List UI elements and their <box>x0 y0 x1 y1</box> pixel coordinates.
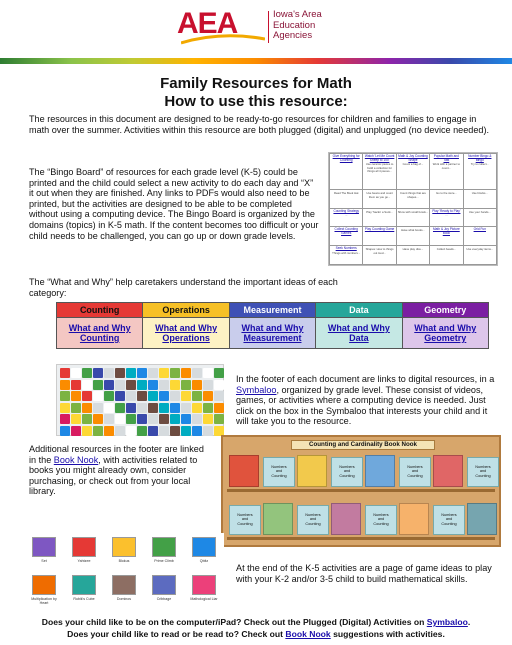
symbaloo-tile <box>159 368 169 378</box>
bingo-row <box>330 246 497 265</box>
book-nook-tile-label: and <box>377 517 385 522</box>
symbaloo-tile <box>170 403 180 413</box>
book-cover[interactable] <box>399 503 429 535</box>
bingo-cell <box>363 208 396 227</box>
what-why-link-measurement[interactable]: What and Why Measurement <box>241 323 304 343</box>
bingo-cell-text: Show with small bowls... <box>397 209 429 214</box>
symbaloo-tile <box>181 391 191 401</box>
bingo-cell-text: Things with numbers... <box>332 250 361 255</box>
book-cover[interactable] <box>229 455 259 487</box>
symbaloo-tile <box>192 403 202 413</box>
bingo-cell-link[interactable]: Counting Strategy <box>333 208 359 213</box>
bingo-cell <box>430 227 463 246</box>
bingo-cell-link[interactable]: Grid Fun <box>473 227 486 232</box>
bingo-grid <box>329 153 497 265</box>
game-label: Rubik's Cube <box>73 597 95 601</box>
logo-line2: Education <box>273 19 316 31</box>
book-nook-tile-label: Numbers <box>237 513 253 517</box>
symbaloo-tile <box>214 380 224 390</box>
symbaloo-tile <box>60 414 70 424</box>
symbaloo-tile <box>126 380 136 390</box>
symbaloo-tile <box>181 368 191 378</box>
symbaloo-tile <box>170 426 180 436</box>
bingo-cell-link[interactable]: Collect Counting Games <box>334 227 358 235</box>
symbaloo-tile <box>115 403 125 413</box>
symbaloo-tile <box>192 380 202 390</box>
game-image <box>112 575 136 595</box>
bingo-row <box>330 190 497 208</box>
bingo-cell-text: Use everyday items... <box>466 247 494 252</box>
aea-logo <box>177 9 337 43</box>
symbaloo-tile <box>137 414 147 424</box>
bingo-cell <box>463 208 496 227</box>
symbaloo-tile <box>192 391 202 401</box>
symbaloo-tile <box>192 368 202 378</box>
game-label: Set <box>41 559 47 563</box>
symbaloo-tile <box>93 368 103 378</box>
book-nook-tile-label: Numbers <box>271 465 287 469</box>
bingo-cell-link[interactable]: Math & Joy Counting Shape <box>398 154 428 162</box>
symbaloo-tile <box>214 403 224 413</box>
game-image <box>112 537 136 557</box>
bingo-cell <box>396 190 429 208</box>
book-nook-tile-label: and <box>411 469 419 474</box>
symbaloo-tile <box>159 414 169 424</box>
bingo-cell <box>330 154 363 190</box>
symbaloo-tile <box>71 368 81 378</box>
bingo-cell <box>363 246 396 265</box>
bingo-cell-link[interactable]: Play 'Ready to Play' <box>432 208 461 213</box>
bingo-cell <box>396 246 429 265</box>
logo-line3: Agencies <box>273 30 313 41</box>
symbaloo-tile <box>60 403 70 413</box>
symbaloo-tile <box>82 368 92 378</box>
book-cover[interactable] <box>331 503 361 535</box>
symbaloo-tile <box>115 368 125 378</box>
bingo-cell-link[interactable]: Seek Numbers <box>335 246 357 251</box>
symbaloo-tile <box>170 391 180 401</box>
symbaloo-tile <box>104 403 114 413</box>
footer-line-2: Does your child like to read or be read to? Check out Book Nook suggestions with activities. <box>67 629 445 639</box>
book-nook-tile-label: and <box>309 517 317 522</box>
symbaloo-tile <box>214 414 224 424</box>
symbaloo-tile <box>126 391 136 401</box>
bingo-cell <box>363 190 396 208</box>
footer-book-nook-link[interactable]: Book Nook <box>285 629 331 639</box>
games-collage-image <box>24 533 224 611</box>
bingo-cell-text: Use your hands... <box>468 209 491 214</box>
symbaloo-tile <box>203 380 213 390</box>
symbaloo-tile <box>93 380 103 390</box>
game-label: Blokus <box>118 559 130 563</box>
book-nook-tile[interactable] <box>365 505 397 535</box>
book-nook-tile[interactable] <box>297 505 329 535</box>
bingo-cell <box>463 154 496 190</box>
book-nook-tile-label: Numbers <box>441 513 457 517</box>
bingo-cell <box>363 227 396 246</box>
book-cover[interactable] <box>467 503 497 535</box>
book-shelf <box>227 489 495 492</box>
logo-divider <box>268 11 269 43</box>
bingo-cell-text: Read The Book Hat <box>333 191 359 196</box>
book-shelf <box>227 537 495 540</box>
category-header: Operations <box>143 303 229 318</box>
book-nook-tile-label: and <box>343 469 351 474</box>
bingo-cell-text: Have play dice... <box>402 247 424 252</box>
book-nook-tile-label: Counting <box>305 521 321 526</box>
symbaloo-tile <box>115 380 125 390</box>
symbaloo-tile <box>203 426 213 436</box>
book-nook-tile[interactable] <box>399 457 431 487</box>
book-cover[interactable] <box>263 503 293 535</box>
symbaloo-tile <box>170 414 180 424</box>
symbaloo-tile <box>181 426 191 436</box>
game-label: Yahtzee <box>77 559 91 563</box>
symbaloo-tile <box>93 391 103 401</box>
category-header: Measurement <box>229 303 315 318</box>
symbaloo-tile <box>71 380 81 390</box>
game-label: Dominos <box>116 597 132 601</box>
symbaloo-tile <box>82 414 92 424</box>
bingo-cell <box>463 227 496 246</box>
bingo-cell-link[interactable]: Math & Joy Picture Book <box>432 227 460 235</box>
book-nook-tile-label: and <box>445 517 453 522</box>
bingo-cell-link[interactable]: Give Everything for Counting <box>332 154 360 162</box>
bingo-board-image <box>328 152 498 266</box>
game-image <box>32 537 56 557</box>
book-nook-tile[interactable] <box>433 505 465 535</box>
symbaloo-tile <box>214 368 224 378</box>
symbaloo-tile <box>148 380 158 390</box>
symbaloo-tile <box>126 414 136 424</box>
symbaloo-tile <box>60 380 70 390</box>
game-image <box>72 537 96 557</box>
bingo-cell <box>330 190 363 208</box>
book-nook-tile-label: Numbers <box>407 465 423 469</box>
bingo-cell <box>396 208 429 227</box>
bingo-cell <box>430 246 463 265</box>
symbaloo-tile <box>159 391 169 401</box>
symbaloo-tile <box>93 426 103 436</box>
bingo-cell-text: Have what books... <box>401 228 425 233</box>
symbaloo-tile <box>115 426 125 436</box>
symbaloo-tile <box>148 426 158 436</box>
book-nook-title: Counting and Cardinality Book Nook <box>291 440 435 450</box>
book-nook-tile-label: Counting <box>237 521 253 526</box>
game-label: Multiplication by Heart <box>31 597 57 605</box>
symbaloo-tile <box>115 414 125 424</box>
games-paragraph: At the end of the K-5 activities are a page of game ideas to play with your K-2 and/or 3-5 child to build mathematical skills. <box>236 563 492 584</box>
symbaloo-tile <box>71 391 81 401</box>
category-cell <box>143 318 229 349</box>
symbaloo-tile <box>104 368 114 378</box>
symbaloo-tile <box>181 414 191 424</box>
bingo-cell-link[interactable]: Watch 'Let Me Count Sheep to 100' <box>364 154 395 162</box>
bingo-cell <box>430 208 463 227</box>
game-image <box>192 537 216 557</box>
symbaloo-tile <box>104 414 114 424</box>
book-nook-tile-label: Counting <box>441 521 457 526</box>
logo-swoosh-icon <box>181 33 265 45</box>
symbaloo-tile <box>148 403 158 413</box>
symbaloo-tile <box>71 426 81 436</box>
what-why-paragraph: The “What and Why” help caretakers understand the important ideas of each category: <box>29 277 338 298</box>
symbaloo-tile <box>137 391 147 401</box>
symbaloo-tile <box>115 391 125 401</box>
symbaloo-tile <box>203 368 213 378</box>
book-nook-paragraph: Additional resources in the footer are linked in the Book Nook, with activities related to books you might already own, consider purchasing, or check out from your local library. <box>29 444 204 497</box>
category-header: Geometry <box>402 303 488 318</box>
category-cell <box>402 318 488 349</box>
what-why-link-counting[interactable]: What and Why Counting <box>68 323 131 343</box>
book-nook-tile[interactable] <box>331 457 363 487</box>
symbaloo-tile <box>192 426 202 436</box>
category-header: Data <box>316 303 402 318</box>
book-nook-tile-label: Counting <box>339 473 355 478</box>
symbaloo-tile <box>170 368 180 378</box>
book-cover[interactable] <box>433 455 463 487</box>
symbaloo-tile <box>93 414 103 424</box>
symbaloo-tile <box>93 403 103 413</box>
bingo-cell-text: Use blocks... <box>471 191 488 196</box>
logo-mark: AEA <box>177 7 238 40</box>
game-image <box>72 575 96 595</box>
book-nook-tile-label: and <box>241 517 249 522</box>
symbaloo-tile <box>181 403 191 413</box>
symbaloo-tile <box>60 426 70 436</box>
symbaloo-tile <box>71 414 81 424</box>
book-nook-tile[interactable] <box>229 505 261 535</box>
bingo-cell-text: Play 'Sacks' a Sock... <box>366 209 393 214</box>
book-cover[interactable] <box>297 455 327 487</box>
symbaloo-tile <box>214 391 224 401</box>
bingo-cell-text: Count things that are shapes... <box>399 191 426 199</box>
bingo-cell <box>463 190 496 208</box>
symbaloo-tile <box>104 380 114 390</box>
bingo-cell-text: Use ceramic pieces to build a collection for things all 4 pieces... <box>365 162 394 173</box>
symbaloo-tile <box>82 380 92 390</box>
symbaloo-paragraph: In the footer of each document are links to digital resources, in a Symbaloo, organized by grade level. These consist of videos, games, or activities where a computing device is needed. Just click on the box in the Symbaloo that interests your child and it will take you to the resource. <box>236 374 495 427</box>
intro-paragraph: The resources in this document are designed to be ready-to-go resources for children and families to engage in math over the summer. Activities within this resource are both plugged (digital) and unplugged (no device needed). <box>29 114 490 135</box>
book-nook-tile-label: and <box>479 469 487 474</box>
footer-symbaloo-link[interactable]: Symbaloo <box>426 617 468 627</box>
symbaloo-tile <box>203 403 213 413</box>
bingo-cell-text: Go to the store... <box>435 191 457 196</box>
symbaloo-tile <box>82 403 92 413</box>
bingo-paragraph: The “Bingo Board” of resources for each grade level (K-5) could be printed and the child could select a new activity to do each day and “X” it out when they are finished. Any links to PDFs would also need to be printed, but the activities are designed to be able to be completed without using a computing device. The Bingo Board is organized by the domains (topics) in K-5 math. If the content becomes too difficult or your child needs to be challenged, you can go up or down grade levels. <box>29 167 319 241</box>
bingo-cell-text: ... <box>445 213 448 218</box>
bingo-cell-text: ... <box>345 213 348 218</box>
rainbow-banner <box>0 58 512 64</box>
what-why-link-operations[interactable]: What and Why Operations <box>155 323 218 343</box>
bingo-cell <box>330 227 363 246</box>
bingo-row <box>330 208 497 227</box>
bingo-cell-text: Use beans and count them as you go... <box>366 191 393 199</box>
symbaloo-tile <box>126 403 136 413</box>
category-cell <box>229 318 315 349</box>
book-nook-tile-label: Numbers <box>305 513 321 517</box>
game-label: Qbitz <box>199 559 209 563</box>
bingo-cell <box>430 154 463 190</box>
bingo-cell-link[interactable]: Play Counting Game <box>364 227 395 232</box>
page-subtitle: How to use this resource: <box>164 93 348 110</box>
bingo-cell <box>430 190 463 208</box>
game-image <box>192 575 216 595</box>
symbaloo-tile <box>192 414 202 424</box>
game-label: Mathological Liar <box>190 597 218 601</box>
symbaloo-tile <box>137 426 147 436</box>
symbaloo-link[interactable]: Symbaloo <box>236 384 277 395</box>
category-table <box>56 302 489 349</box>
symbaloo-tile <box>181 380 191 390</box>
category-cell <box>316 318 402 349</box>
book-nook-link[interactable]: Book Nook <box>53 454 99 465</box>
bingo-cell <box>330 208 363 227</box>
what-why-link-data[interactable]: What and Why Data <box>327 323 390 343</box>
bingo-cell-text: Shapes: How to things out loud... <box>365 247 394 255</box>
book-nook-image <box>221 435 501 547</box>
symbaloo-tile <box>203 414 213 424</box>
book-nook-tile-label: Numbers <box>339 465 355 469</box>
symbaloo-tile <box>60 391 70 401</box>
symbaloo-tile <box>170 380 180 390</box>
book-nook-tile-label: Counting <box>271 473 287 478</box>
book-nook-tile[interactable] <box>467 457 499 487</box>
symbaloo-tile <box>159 426 169 436</box>
game-image <box>32 575 56 595</box>
category-header: Counting <box>57 303 143 318</box>
bingo-row <box>330 154 497 190</box>
symbaloo-tile <box>148 414 158 424</box>
game-image <box>152 575 176 595</box>
bingo-cell <box>396 154 429 190</box>
book-cover[interactable] <box>365 455 395 487</box>
logo-line1: Iowa's Area <box>273 9 322 20</box>
bingo-cell-text: Count a bag of... <box>402 162 424 167</box>
symbaloo-tile <box>203 391 213 401</box>
symbaloo-tile <box>82 391 92 401</box>
bingo-cell-link[interactable]: Number Bingo & Bingo <box>468 154 492 162</box>
game-label: Prime Climb <box>154 559 174 563</box>
symbaloo-tile <box>126 426 136 436</box>
book-nook-tile-label: Counting <box>475 473 491 478</box>
symbaloo-tile <box>148 391 158 401</box>
symbaloo-tile <box>104 391 114 401</box>
bingo-cell-link[interactable]: Popular Math and Talk <box>433 154 459 162</box>
bingo-row <box>330 227 497 246</box>
bingo-cell-text: Work with a partner to count... <box>432 162 461 170</box>
footer-line-1: Does your child like to be on the computer/iPad? Check out the Plugged (Digital) Activities on Symbaloo. <box>41 617 471 627</box>
symbaloo-tile <box>159 403 169 413</box>
category-header-row <box>57 303 489 318</box>
what-why-link-geometry[interactable]: What and Why Geometry <box>414 323 477 343</box>
symbaloo-tile <box>148 368 158 378</box>
symbaloo-tile <box>60 368 70 378</box>
symbaloo-tile <box>159 380 169 390</box>
symbaloo-image <box>56 364 224 436</box>
symbaloo-tile <box>214 426 224 436</box>
book-nook-tile-label: Numbers <box>373 513 389 517</box>
bingo-cell <box>396 227 429 246</box>
symbaloo-tile <box>137 368 147 378</box>
category-cell <box>57 318 143 349</box>
symbaloo-tile <box>126 368 136 378</box>
book-nook-tile-label: Counting <box>373 521 389 526</box>
bingo-cell-text: Try to collect... <box>470 162 489 167</box>
symbaloo-tile <box>137 380 147 390</box>
bingo-cell <box>363 154 396 190</box>
book-nook-tile-label: Numbers <box>475 465 491 469</box>
bingo-cell <box>330 246 363 265</box>
bingo-cell-text: Collect beads... <box>436 247 456 252</box>
book-nook-tile[interactable] <box>263 457 295 487</box>
category-link-row <box>57 318 489 349</box>
game-label: Cribbage <box>156 597 172 601</box>
game-image <box>152 537 176 557</box>
symbaloo-tile <box>137 403 147 413</box>
symbaloo-tile <box>104 426 114 436</box>
symbaloo-tile <box>82 426 92 436</box>
symbaloo-tile <box>71 403 81 413</box>
page-title: Family Resources for Math <box>160 75 352 92</box>
book-nook-tile-label: and <box>275 469 283 474</box>
book-nook-tile-label: Counting <box>407 473 423 478</box>
bingo-cell <box>463 246 496 265</box>
logo-text <box>273 10 322 42</box>
